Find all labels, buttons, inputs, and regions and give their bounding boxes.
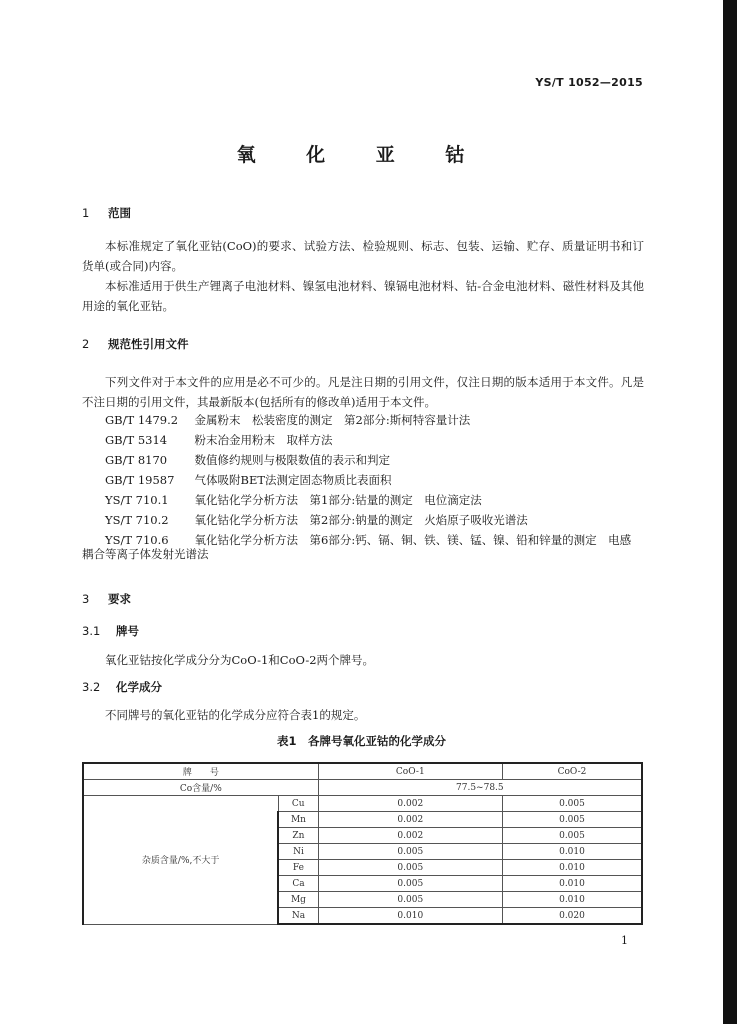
value-cell: 0.005 — [318, 876, 502, 892]
section-1-paragraph-2: 本标准适用于供生产锂离子电池材料、镍氢电池材料、镍镉电池材料、钴-合金电池材料、磁性材料及其他用途的氧化亚钴。 — [82, 279, 644, 313]
reference-item — [105, 412, 470, 428]
reference-code: GB/T 1479.2 — [105, 413, 179, 427]
value-cell: 0.005 — [318, 844, 502, 860]
co-content-label: Co含量/% — [83, 780, 318, 796]
table-header-row — [83, 763, 642, 780]
reference-code: GB/T 8170 — [105, 453, 168, 467]
reference-code: YS/T 710.2 — [105, 513, 169, 527]
impurity-label-cell: 杂质含量/%,不大于 — [83, 796, 278, 925]
section-number: 3.1 — [82, 624, 101, 638]
document-code: YS/T 1052—2015 — [535, 76, 643, 89]
element-cell: Fe — [278, 860, 318, 876]
reference-code: GB/T 5314 — [105, 433, 168, 447]
section-1-heading — [82, 205, 131, 221]
value-cell: 0.010 — [502, 892, 642, 908]
grade-label-cell: 牌 号 — [83, 763, 318, 780]
reference-item — [105, 472, 392, 488]
page-number: 1 — [621, 934, 628, 947]
section-title: 规范性引用文件 — [108, 337, 189, 351]
element-cell: Mg — [278, 892, 318, 908]
reference-title: 粉末冶金用粉末 取样方法 — [194, 433, 333, 447]
section-3-1-heading — [82, 623, 139, 639]
value-cell: 0.005 — [502, 812, 642, 828]
reference-item — [105, 452, 390, 468]
value-cell: 0.005 — [502, 828, 642, 844]
value-cell: 0.020 — [502, 908, 642, 925]
section-title: 范围 — [108, 206, 131, 220]
reference-title: 氧化钴化学分析方法 第1部分:钴量的测定 电位滴定法 — [194, 493, 482, 507]
co-content-value: 77.5~78.5 — [318, 780, 642, 796]
grade-header-cell: CoO-2 — [502, 763, 642, 780]
section-1-paragraph-1: 本标准规定了氧化亚钴(CoO)的要求、试验方法、检验规则、标志、包装、运输、贮存、质量证明书和订货单(或合同)内容。 — [82, 239, 644, 273]
section-title: 牌号 — [116, 624, 139, 638]
section-number: 3.2 — [82, 680, 101, 694]
reference-title: 氧化钴化学分析方法 第2部分:钠量的测定 火焰原子吸收光谱法 — [194, 513, 528, 527]
element-cell: Mn — [278, 812, 318, 828]
reference-code: YS/T 710.1 — [105, 493, 169, 507]
section-number: 3 — [82, 592, 90, 606]
section-3-1-paragraph: 氧化亚钴按化学成分分为CoO-1和CoO-2两个牌号。 — [105, 653, 375, 667]
element-cell: Na — [278, 908, 318, 925]
scan-edge-bar — [723, 0, 737, 1024]
section-2-paragraph-1: 下列文件对于本文件的应用是必不可少的。凡是注日期的引用文件，仅注日期的版本适用于本文件。凡是不注日期的引用文件，其最新版本(包括所有的修改单)适用于本文件。 — [82, 375, 644, 409]
value-cell: 0.005 — [502, 796, 642, 812]
element-cell: Ni — [278, 844, 318, 860]
element-cell: Cu — [278, 796, 318, 812]
section-title: 要求 — [108, 592, 131, 606]
value-cell: 0.010 — [502, 876, 642, 892]
grade-header-cell: CoO-1 — [318, 763, 502, 780]
table-caption: 表1 各牌号氧化亚钴的化学成分 — [277, 734, 446, 748]
document-title: 氧 化 亚 钴 — [236, 144, 487, 166]
section-number: 2 — [82, 337, 90, 351]
reference-title: 氧化钴化学分析方法 第6部分:钙、镉、铜、铁、镁、锰、镍、铅和锌量的测定 电感 — [194, 533, 632, 547]
value-cell: 0.010 — [318, 908, 502, 925]
reference-title: 气体吸附BET法测定固态物质比表面积 — [194, 473, 392, 487]
value-cell: 0.010 — [502, 844, 642, 860]
reference-title: 数值修约规则与极限数值的表示和判定 — [194, 453, 390, 467]
section-3-2-heading — [82, 679, 162, 695]
element-cell: Ca — [278, 876, 318, 892]
table-row — [83, 780, 642, 796]
section-3-2-paragraph: 不同牌号的氧化亚钴的化学成分应符合表1的规定。 — [105, 708, 366, 722]
table-row — [83, 796, 642, 812]
section-number: 1 — [82, 206, 90, 220]
value-cell: 0.010 — [502, 860, 642, 876]
section-3-heading — [82, 591, 131, 607]
value-cell: 0.005 — [318, 860, 502, 876]
value-cell: 0.002 — [318, 828, 502, 844]
reference-title: 金属粉末 松装密度的测定 第2部分:斯柯特容量计法 — [194, 413, 471, 427]
value-cell: 0.002 — [318, 812, 502, 828]
reference-item — [105, 492, 482, 508]
reference-continuation: 耦合等离子体发射光谱法 — [82, 547, 209, 561]
reference-code: GB/T 19587 — [105, 473, 175, 487]
reference-item — [105, 512, 528, 528]
value-cell: 0.005 — [318, 892, 502, 908]
section-title: 化学成分 — [116, 680, 162, 694]
chemical-composition-table — [82, 762, 643, 925]
element-cell: Zn — [278, 828, 318, 844]
reference-item — [105, 432, 333, 448]
section-2-heading — [82, 336, 189, 352]
value-cell: 0.002 — [318, 796, 502, 812]
reference-code: YS/T 710.6 — [105, 533, 169, 547]
